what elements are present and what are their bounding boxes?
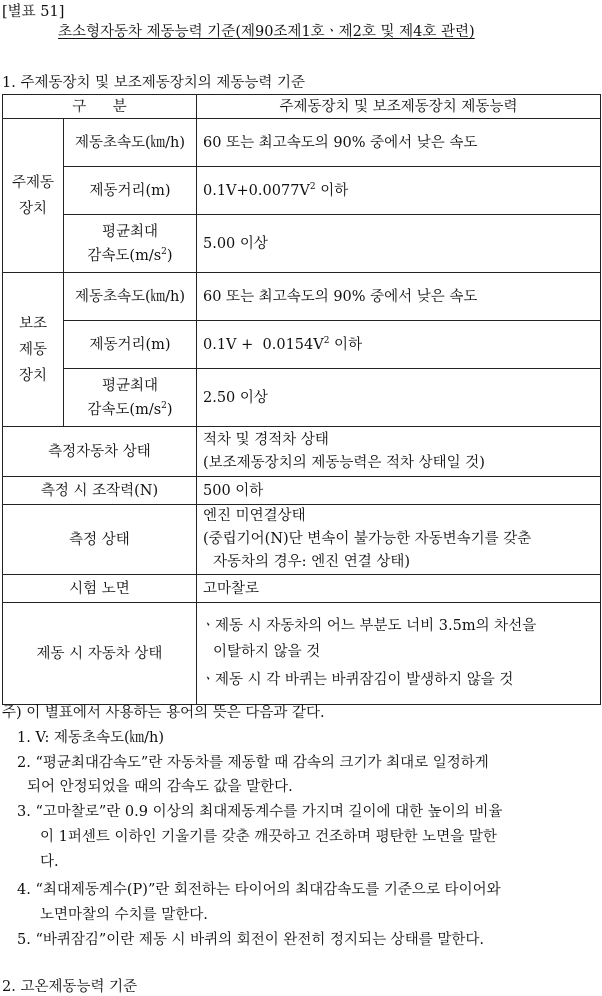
table-row xyxy=(3,369,601,427)
note-2-line2: 되어 안정되었을 때의 감속도 값을 말한다. xyxy=(27,779,293,795)
col-head-performance: 주제동장치 및 보조제동장치 제동능력 xyxy=(197,95,601,119)
table-header-row xyxy=(3,95,601,119)
road-value: 고마찰로 xyxy=(197,575,601,603)
table-row xyxy=(3,603,601,705)
main-speed-value: 60 또는 최고속도의 90% 중에서 낮은 속도 xyxy=(197,119,601,167)
note-5: 5. “바퀴잠김”이란 제동 시 바퀴의 회전이 완전히 정지되는 상태를 말한다. xyxy=(17,932,484,948)
table-row xyxy=(3,575,601,603)
table-row xyxy=(3,119,601,167)
measure-label: 측정 상태 xyxy=(3,505,197,575)
note-3-line1: 3. “고마찰로”란 0.9 이상의 최대제동계수를 가지며 길이에 대한 높이의 비율 xyxy=(17,804,503,820)
aux-decel-value: 2.50 이상 xyxy=(197,369,601,427)
aux-decel-label: 평균최대 감속도$(m/s^2)$ xyxy=(64,369,197,427)
main-brake-group: 주제동 장치 xyxy=(3,119,64,273)
note-2-line1: 2. “평균최대감속도”란 자동차를 제동할 때 감속의 크기가 최대로 일정하게 xyxy=(17,755,489,771)
vehicle-state-label: 측정자동차 상태 xyxy=(3,427,197,477)
note-3-line2: 이 1퍼센트 이하인 기울기를 갖춘 깨끗하고 건조하며 평탄한 노면을 말한 xyxy=(40,829,497,845)
aux-dist-value: $0.1V + 0.0154V^2$ 이하 xyxy=(197,321,601,369)
section2-heading: 2. 고온제동능력 기준 xyxy=(2,979,138,995)
table-row xyxy=(3,215,601,273)
appendix-tag: [별표 51] xyxy=(2,4,65,20)
note-1: 1. V: 제동초속도(㎞/h) xyxy=(17,730,165,746)
note-3-line3: 다. xyxy=(40,854,59,870)
main-dist-label: 제동거리(m) xyxy=(64,167,197,215)
notes-intro: 주) 이 별표에서 사용하는 용어의 뜻은 다음과 같다. xyxy=(2,705,325,721)
table-row xyxy=(3,477,601,505)
vehicle-state-value: 적차 및 경적차 상태 (보조제동장치의 제동능력은 적차 상태일 것) xyxy=(197,427,601,477)
measure-value: 엔진 미연결상태 (중립기어(N)단 변속이 불가능한 자동변속기를 갖춘 자동차의 경우: 엔진 연결 상태) xyxy=(197,505,601,575)
force-value: 500 이하 xyxy=(197,477,601,505)
title-main: 초소형자동차 제동능력 기준 xyxy=(58,24,236,40)
aux-speed-value: 60 또는 최고속도의 90% 중에서 낮은 속도 xyxy=(197,273,601,321)
force-label: 측정 시 조작력(N) xyxy=(3,477,197,505)
aux-dist-label: 제동거리(m) xyxy=(64,321,197,369)
main-decel-value: 5.00 이상 xyxy=(197,215,601,273)
note-4-line2: 노면마찰의 수치를 말한다. xyxy=(40,907,208,923)
table-row xyxy=(3,505,601,575)
table-row xyxy=(3,321,601,369)
title-suffix: (제90조제1호ㆍ제2호 및 제4호 관련) xyxy=(235,24,475,40)
table-row xyxy=(3,273,601,321)
main-speed-label: 제동초속도(㎞/h) xyxy=(64,119,197,167)
note-4-line1: 4. “최대제동계수(P)”란 회전하는 타이어의 최대감속도를 기준으로 타이어와 xyxy=(17,882,501,898)
aux-speed-label: 제동초속도(㎞/h) xyxy=(64,273,197,321)
road-label: 시험 노면 xyxy=(3,575,197,603)
table-row xyxy=(3,427,601,477)
braking-standards-table xyxy=(2,94,601,705)
aux-brake-group: 보조 제동 장치 xyxy=(3,273,64,427)
braking-label: 제동 시 자동차 상태 xyxy=(3,603,197,705)
document-title xyxy=(58,20,475,41)
section1-heading: 1. 주제동장치 및 보조제동장치의 제동능력 기준 xyxy=(2,75,306,91)
braking-value: ㆍ제동 시 자동차의 어느 부분도 너비 3.5m의 차선을 이탈하지 않을 것 ㆍ제동 시 각 바퀴는 바퀴잠김이 발생하지 않을 것 xyxy=(197,603,601,705)
main-decel-label: 평균최대 감속도$(m/s^2)$ xyxy=(64,215,197,273)
table-row xyxy=(3,167,601,215)
main-dist-value: $0.1V+0.0077V^2$ 이하 xyxy=(197,167,601,215)
col-head-category: 구 분 xyxy=(3,95,197,119)
